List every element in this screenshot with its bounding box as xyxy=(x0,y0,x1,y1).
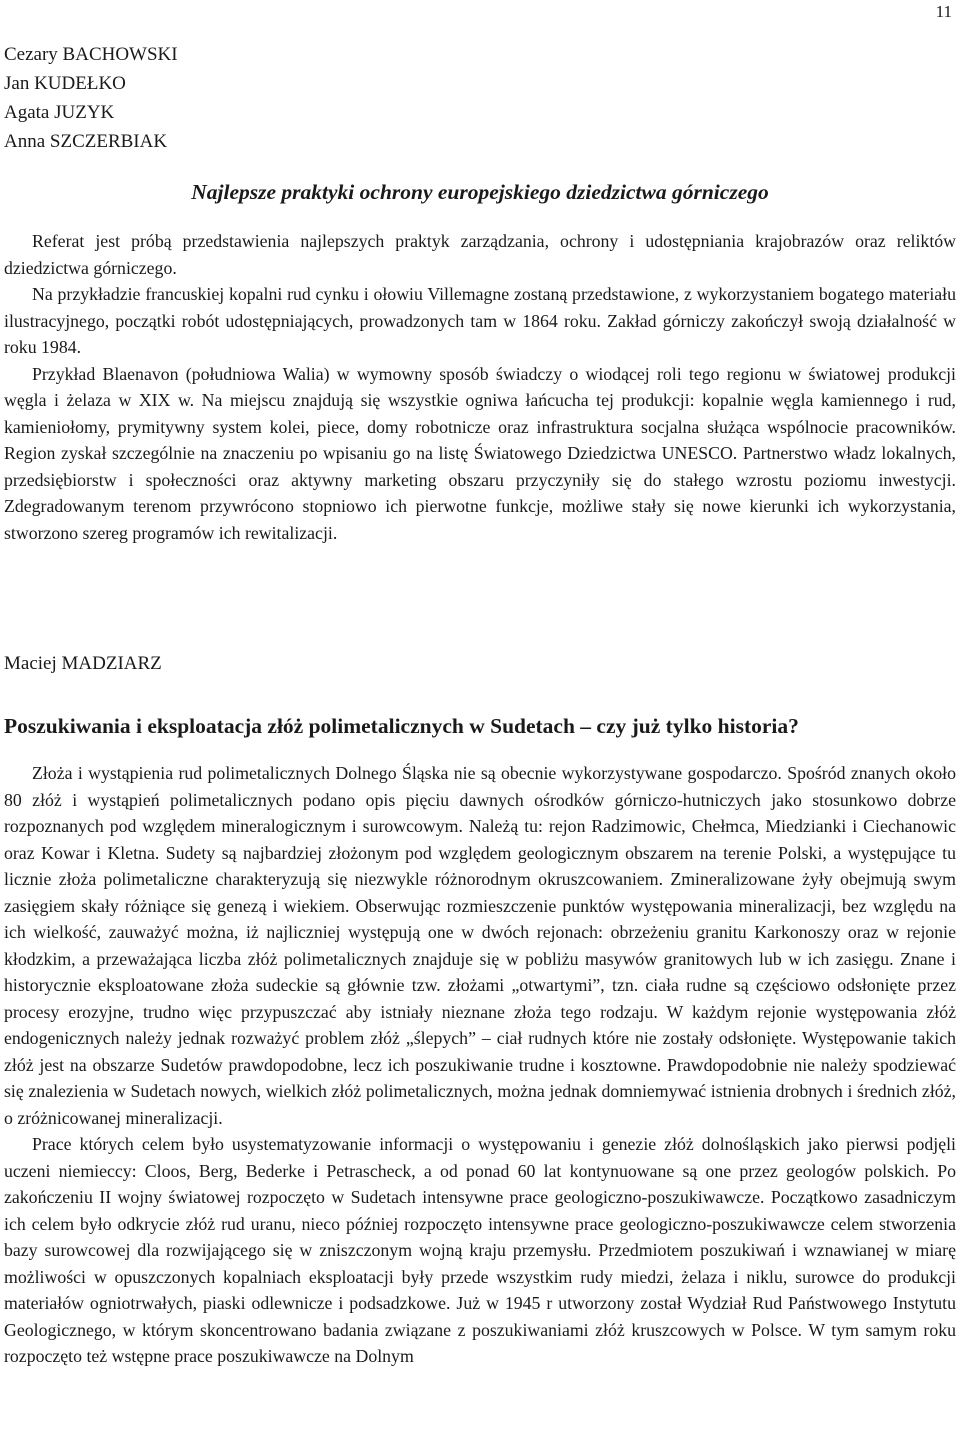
author-name: Cezary BACHOWSKI xyxy=(4,44,178,65)
article1-body xyxy=(4,228,956,546)
author-name: Jan KUDEŁKO xyxy=(4,73,126,94)
article2-author: Maciej MADZIARZ xyxy=(4,653,162,674)
article2-paragraph: Prace których celem było usystematyzowanie informacji o występowaniu i genezie złóż dolnośląskich jako pierwsi podjęli uczeni niemieccy: Cloos, Berg, Bederke i Petrascheck, a od ponad 60 lat kontynuowane są one przez geologów polskich. Po zakończeniu II wojny światowej rozpoczęto w Sudetach intensywne prace geologiczno-poszukiwawcze. Początkowo zasadniczym ich celem było odkrycie złóż rud uranu, nieco później rozpoczęto intensywne prace geologiczno-poszukiwawcze celem stworzenia bazy surowcowej dla rozwijającego się w zniszczonym wojną kraju przemysłu. Przedmiotem poszukiwań i wznawianej w miarę możliwości w opuszczonych kopalniach eksploatacji były przede wszystkim rudy miedzi, żelaza i niklu, surowce do produkcji materiałów ogniotrwałych, piaski odlewnicze i podsadzkowe. Już w 1945 r utworzony został Wydział Rud Państwowego Instytutu Geologicznego, w którym skoncentrowano badania związane z poszukiwaniami złóż kruszcowych w Polsce. W tym samym roku rozpoczęto też wstępne prace poszukiwawcze na Dolnym xyxy=(4,1134,956,1366)
article2-paragraph: Złoża i wystąpienia rud polimetalicznych Dolnego Śląska nie są obecnie wykorzystywane gospodarczo. Spośród znanych około 80 złóż i wystąpień polimetalicznych podano opis pięciu dawnych ośrodków górniczo-hutniczych jako stosunkowo dobrze rozpoznanych pod względem mineralogicznym i surowcowym. Należą tu: rejon Radzimowic, Chełmca, Miedzianki i Ciechanowic oraz Kowar i Kletna. Sudety są najbardziej złożonym pod względem geologicznym obszarem na terenie Polski, a występujące tu licznie złoża polimetaliczne charakteryzują się niezwykle różnorodnym okruszcowaniem. Zmineralizowane żyły obejmują swym zasięgiem skały różniące się genezą i wiekiem. Obserwując rozmieszczenie punktów występowania mineralizacji, bez względu na ich wielkość, zauważyć można, iż najliczniej występują one w dwóch rejonach: obrzeżeniu granitu Karkonoszy oraz w rejonie kłodzkim, a przeważająca liczba złóż polimetalicznych znajduje się w pobliżu masywów granitowych lub w ich zasięgu. Znane i historycznie eksploatowane złoża sudeckie są głównie tzw. złożami „otwartymi”, tzn. ciała rudne są częściowo odsłonięte przez procesy erozyjne, trudno więc przypuszczać aby istniały nieznane złoża tego rodzaju. W każdym rejonie występowania złóż endogenicznych należy jednak rozważyć problem złóż „ślepych” – ciał rudnych które nie zostały odsłonięte. Występowanie takich złóż jest na obszarze Sudetów prawdopodobne, lecz ich poszukiwanie trudne i kosztowne. Prawdopodobnie nie należy spodziewać się znalezienia w Sudetach nowych, wielkich złóż polimetalicznych, można jednak domniemywać istnienia drobnych i średnich złóż, o zróżnicowanej mineralizacji. xyxy=(4,763,956,1128)
article1-paragraph: Przykład Blaenavon (południowa Walia) w wymowny sposób świadczy o wiodącej roli tego regionu w światowej produkcji węgla i żelaza w XIX w. Na miejscu znajdują się wszystkie ogniwa łańcucha tej produkcji: kopalnie węgla kamiennego i rud, kamieniołomy, prymitywny system kolei, piece, domy robotnicze oraz infrastruktura socjalna służąca wspólnocie pracowników. Region zyskał szczególnie na znaczeniu po wpisaniu go na listę Światowego Dziedzictwa UNESCO. Partnerstwo władz lokalnych, przedsiębiorstw i społeczności oraz aktywny marketing obszaru przyczyniły się do stałego wzrostu poziomu inwestycji. Zdegradowanym terenom przywrócono stopniowo ich pierwotne funkcje, możliwe stały się nowe kierunki ich wykorzystania, stworzono szereg programów ich rewitalizacji. xyxy=(4,363,956,543)
page-number: 11 xyxy=(935,2,952,21)
article1-title: Najlepsze praktyki ochrony europejskiego dziedzictwa górniczego xyxy=(191,180,769,204)
article1-authors xyxy=(4,40,178,156)
article1-paragraph: Referat jest próbą przedstawienia najlepszych praktyk zarządzania, ochrony i udostępniania krajobrazów oraz reliktów dziedzictwa górniczego. xyxy=(4,231,956,278)
article2-body xyxy=(4,760,956,1370)
article2-title: Poszukiwania i eksploatacja złóż polimetalicznych w Sudetach – czy już tylko historia? xyxy=(4,714,799,738)
author-name: Anna SZCZERBIAK xyxy=(4,131,168,152)
author-name: Agata JUZYK xyxy=(4,102,115,123)
article1-paragraph: Na przykładzie francuskiej kopalni rud cynku i ołowiu Villemagne zostaną przedstawione, z wykorzystaniem bogatego materiału ilustracyjnego, początki robót udostępniających, prowadzonych tam w 1864 roku. Zakład górniczy zakończył swoją działalność w roku 1984. xyxy=(4,284,956,357)
